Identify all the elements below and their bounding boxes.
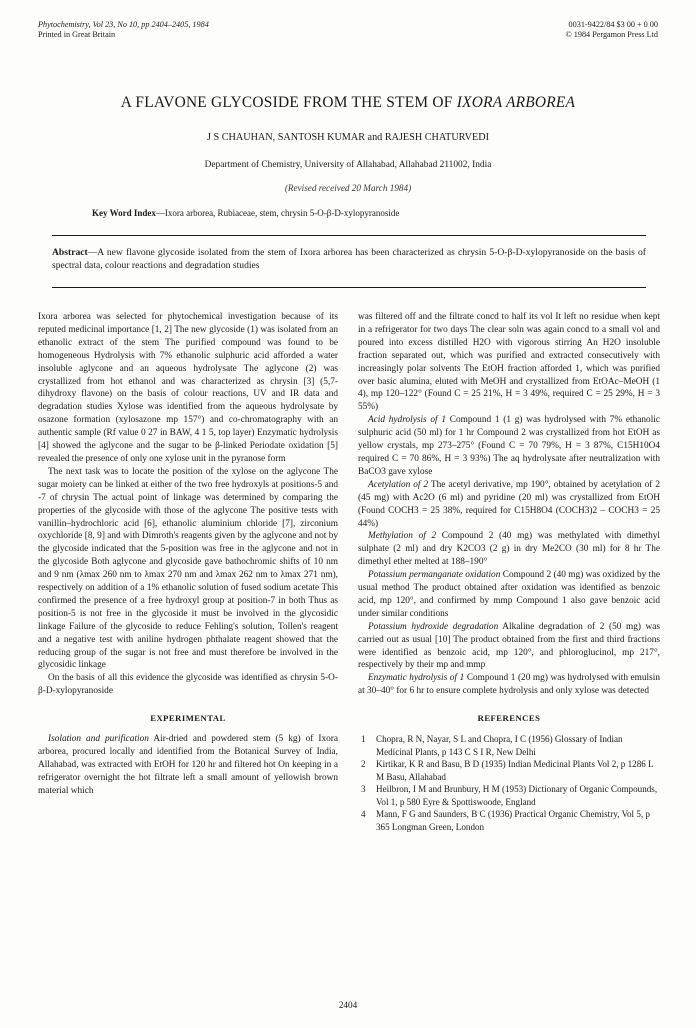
- reference-list: [358, 733, 660, 833]
- copyright-line: © 1984 Pergamon Press Ltd: [565, 30, 658, 39]
- title-main: A FLAVONE GLYCOSIDE FROM THE STEM OF: [120, 94, 457, 111]
- method-paragraph: [358, 672, 660, 698]
- method-label: Acid hydrolysis of 1: [368, 415, 447, 426]
- page-number: 2404: [338, 1000, 358, 1010]
- reference-text: Heilbron, I M and Brunbury, H M (1953) Dictionary of Organic Compounds, Vol 1, p 580 Eyre & Spottiswoode, England: [376, 784, 658, 807]
- affiliation: Department of Chemistry, University of Allahabad, Allahabad 211002, India: [204, 160, 492, 170]
- abstract-text: —A new flavone glycoside isolated from the stem of Ixora arborea has been characterized as chrysin 5-O-β-D-xylopyranoside on the basis of spectral data, colour reactions and degradation studies: [52, 247, 646, 271]
- abstract-bottom-rule: [52, 287, 646, 288]
- reference-text: Mann, F G and Saunders, B C (1936) Practical Organic Chemistry, Vol 5, p 365 Longman Green, London: [376, 809, 650, 832]
- experimental-paragraph: [38, 733, 338, 798]
- left-column: [38, 311, 338, 798]
- keyword-index: [92, 208, 399, 218]
- journal-citation: Phytochemistry, Vol 23, No 10, pp 2404–2405, 1984: [38, 20, 209, 29]
- reference-number: 2: [361, 759, 366, 770]
- received-date: (Revised received 20 March 1984): [284, 183, 412, 193]
- experimental-label: Isolation and purification: [48, 734, 149, 745]
- abstract-top-rule: [52, 235, 646, 236]
- method-text: Compound 1 (20 mg) was hydrolysed with emulsin at 30–40° for 6 hr to ensure complete hydrolysis and only xylose was detected: [358, 673, 660, 697]
- printed-in: Printed in Great Britain: [38, 30, 116, 39]
- method-label: Methylation of 2: [368, 531, 437, 542]
- abstract-label: Abstract: [52, 247, 88, 258]
- method-paragraph: [358, 479, 660, 531]
- method-label: Enzymatic hydrolysis of 1: [368, 673, 465, 684]
- references-heading: REFERENCES: [477, 713, 541, 724]
- method-paragraph: [358, 414, 660, 479]
- intro-paragraph-3: On the basis of all this evidence the glycoside was identified as chrysin 5-O-β-D-xylopyranoside: [38, 673, 338, 697]
- keyword-text: —Ixora arborea, Rubiaceae, stem, chrysin 5-O-β-D-xylopyranoside: [155, 208, 400, 218]
- keyword-label: Key Word Index: [92, 208, 156, 218]
- experimental-text: Air-dried and powdered stem (5 kg) of Ixora arborea, procured locally and identified from the Botanical Survey of India, Allahabad, was extracted with EtOH for 120 hr and filtered hot On keeping in a refrigerator overnight the hot filtrate left a small amount of yellowish brown material which: [38, 734, 338, 796]
- method-label: Potassium permanganate oxidation: [368, 570, 501, 581]
- experimental-heading: EXPERIMENTAL: [150, 713, 226, 724]
- reference-text: Kirtikar, K R and Basu, B D (1935) Indian Medicinal Plants Vol 2, p 1286 L M Basu, Allahabad: [376, 759, 654, 782]
- right-column: [358, 311, 660, 833]
- method-text: Compound 1 (1 g) was hydrolysed with 7% ethanolic sulphuric acid (50 ml) for 1 hr Compound 2 was crystallized from hot EtOH as yellow crystals, mp 273–275° (Found C = 70 79%, H = 3 87%, C15H10O4 required C = 70 86%, H = 3 93%) The aq hydrolysate after neutralization with BaCO3 gave xylose: [358, 415, 661, 477]
- reference-text: Chopra, R N, Nayar, S L and Chopra, I C (1956) Glossary of Indian Medicinal Plants, p 143 C S I R, New Delhi: [376, 734, 623, 757]
- reference-number: 3: [361, 784, 366, 795]
- reference-number: 1: [361, 734, 366, 745]
- abstract: [52, 246, 646, 272]
- method-label: Acetylation of 2: [368, 479, 429, 490]
- reference-item: [358, 783, 660, 808]
- publisher-header: [566, 20, 659, 40]
- journal-header: [38, 20, 209, 40]
- article-code: 0031-9422/84 $3 00 + 0 00: [568, 20, 658, 29]
- experimental-continuation: was filtered off and the filtrate concd to half its vol It left no residue when kept in a refrigerator for two days The clear soln was again concd to a small vol and poured into excess distilled H2O with vigorous stirring An H2O insoluble fraction separated out, which was purified and extracted consecutively with increasingly polar solvents The EtOH fraction afforded 1, which was purified over basic alumina, eluted with MeOH and crystallized from EtOAc–MeOH (1 4), mp 120–122° (Found C = 25 21%, H = 3 49%, required C = 25 29%, H = 3 55%): [358, 312, 660, 413]
- intro-paragraph-1: Ixora arborea was selected for phytochemical investigation because of its reputed medicinal importance [1, 2] The new glycoside (1) was isolated from an ethanolic extract of the stem The purified compound was found to be homogeneous Hydrolysis with 7% ethanolic sulphuric acid afforded a water insoluble aglycone and an aqueous hydrolysate The aglycone (2) was crystallized from hot ethanol and was characterized as chrysin [3] (5,7-dihydroxy flavone) on the basis of colour reactions, UV and IR data and degradation studies Xylose was identified from the aqueous hydrolysate by osazone formation (xylosazone mp 157°) and co-chromatography with an authentic sample (Rf value 0 27 in BAW, 4 1 5, top layer) Enzymatic hydrolysis [4] showed the aglycone and the sugar to be β-linked Periodate oxidation [5] revealed the presence of only one xylose unit in the pyranose form: [38, 312, 338, 464]
- method-text: Compound 2 (40 mg) was oxidized by the usual method The product obtained after oxidation was identified as benzoic acid, mp 120°, and confirmed by mmp Compound 1 also gave benzoic acid under similar conditions: [358, 570, 660, 619]
- intro-paragraph-2: The next task was to locate the position of the xylose on the aglycone The sugar moiety can be linked at either of the two free hydroxyls at positions-5 and -7 of chrysin The actual point of linkage was determined by comparing the properties of the glycoside with those of the aglycone The positive tests with vanillin–hydrochloric acid [6], ethanolic aluminium chloride [7], zirconium oxychloride [8, 9] and with Dimroth's reagents given by the aglycone and not by the glycoside indicated that the 5-position was free in the aglycone and not in the glycoside Both aglycone and glycoside gave bathochromic shifts of 10 nm and 9 nm (λmax 260 nm to λmax 270 nm and λmax 262 nm to λmax 271 nm), respectively on addition of a 1% ethanolic solution of fused sodium acetate This confirmed the presence of a free hydroxyl group at position-7 in both Thus as position-5 is not free in the glycoside it must be involved in the glycosidic linkage Failure of the glycoside to reduce Fehling's solution, Tollen's reagent and a negative test with aniline hydrogen phthalate reagent showed that the reducing group of the sugar is not free and must therefore be involved in the glycosidic linkage: [38, 466, 338, 671]
- method-paragraph: [358, 569, 660, 621]
- author-list: J S CHAUHAN, SANTOSH KUMAR and RAJESH CHATURVEDI: [206, 132, 489, 143]
- method-text: Compound 2 (40 mg) was methylated with dimethyl sulphate (2 ml) and dry K2CO3 (2 g) in dry Me2CO (30 ml) for 8 hr The dimethyl ether melted at 188–190°: [358, 531, 660, 568]
- title-species: IXORA ARBOREA: [456, 94, 576, 111]
- method-paragraph: [358, 621, 660, 673]
- method-label: Potassium hydroxide degradation: [368, 621, 499, 632]
- reference-item: [358, 733, 660, 758]
- method-text: Alkaline degradation of 2 (50 mg) was carried out as usual [10] The product obtained from the first and third fractions were identified as benzoic acid, mp 120°, and phloroglucinol, mp 217°, respectively by their mp and mmp: [358, 621, 660, 671]
- reference-number: 4: [361, 809, 366, 820]
- reference-item: [358, 808, 660, 833]
- reference-item: [358, 758, 660, 783]
- method-paragraph: [358, 530, 660, 569]
- paper-title: [0, 94, 696, 112]
- method-text: The acetyl derivative, mp 190°, obtained by acetylation of 2 (45 mg) with Ac2O (6 ml) and pyridine (20 ml) was crystallized from EtOH (Found COCH3 = 25 38%, required for C15H8O4 (COCH3)2 – COCH3 = 25 44%): [358, 479, 660, 529]
